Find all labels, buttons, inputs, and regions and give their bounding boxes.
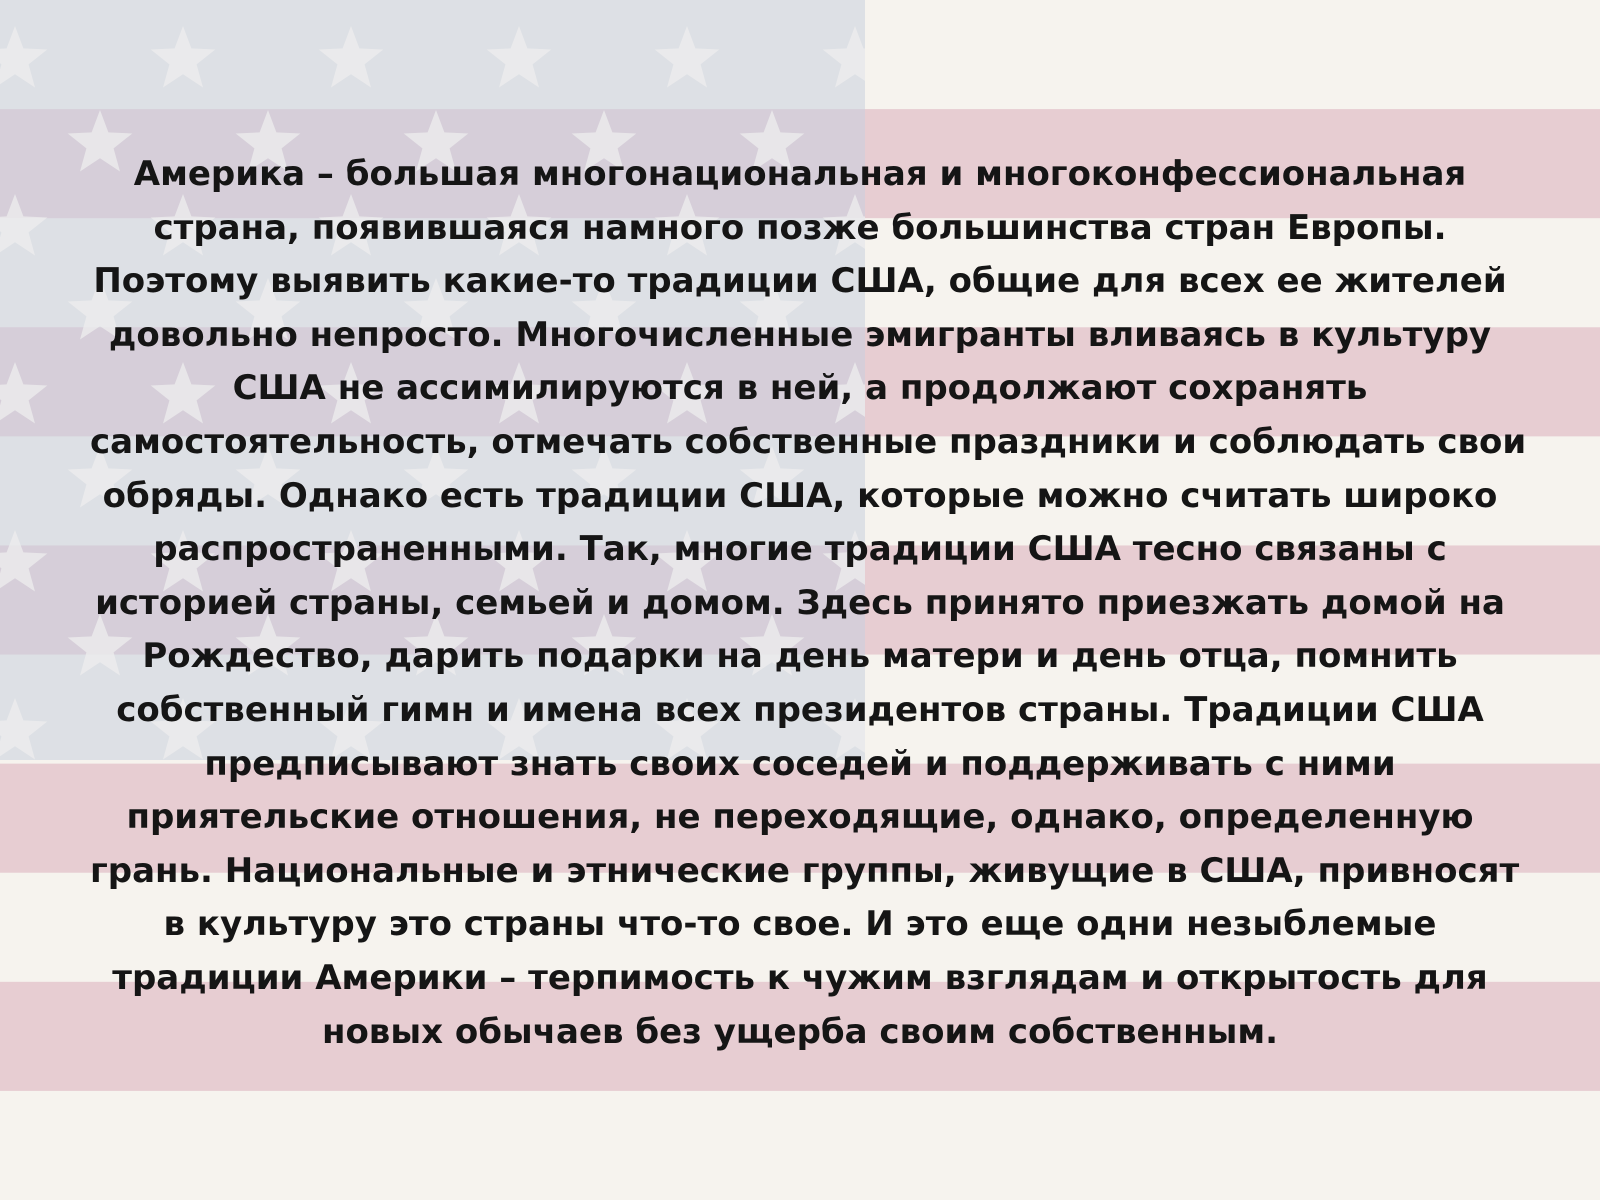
star-icon	[655, 26, 720, 88]
star-icon	[319, 26, 384, 88]
body-text-line: США не ассимилируются в ней, а продолжают сохранять	[232, 368, 1368, 409]
body-text-line: собственный гимн и имена всех президентов страны. Традиции США	[116, 689, 1484, 730]
star-icon	[823, 26, 865, 88]
body-text-line: грань. Национальные и этнические группы, живущие в США, привносят	[90, 850, 1520, 891]
body-text	[90, 148, 1527, 1059]
body-text-line: Рождество, дарить подарки на день матери и день отца, помнить	[142, 636, 1458, 677]
body-text-line: Америка – большая многонациональная и многоконфессиональная	[133, 154, 1467, 194]
body-text-line: распространенными. Так, многие традиции США тесно связаны с	[153, 529, 1447, 570]
star-icon	[487, 26, 552, 88]
body-text-line: страна, появившаяся намного позже большинства стран Европы.	[153, 207, 1447, 248]
body-text-line: довольно непросто. Многочисленные эмигранты вливаясь в культуру	[108, 314, 1492, 355]
star-icon	[151, 26, 216, 88]
body-text-line: историей страны, семьей и домом. Здесь принято приезжать домой на	[95, 582, 1505, 623]
body-text-line: в культуру это страны что-то свое. И это еще одни незыблемые	[163, 904, 1437, 945]
star-icon	[0, 194, 47, 256]
body-text-line: Поэтому выявить какие-то традиции США, общие для всех ее жителей	[93, 261, 1507, 302]
body-text-line: новых обычаев без ущерба своим собственным.	[321, 1011, 1279, 1052]
body-text-line: обряды. Однако есть традиции США, которые можно считать широко	[102, 475, 1498, 516]
body-text-line: традиции Америки – терпимость к чужим взглядам и открытость для	[112, 957, 1488, 998]
star-icon	[0, 698, 47, 760]
star-icon	[0, 362, 47, 424]
star-icon	[0, 530, 47, 592]
body-text-line: приятельские отношения, не переходящие, однако, определенную	[126, 797, 1474, 838]
star-icon	[0, 26, 47, 88]
body-text-line: предписывают знать своих соседей и поддерживать с ними	[204, 743, 1396, 784]
body-text-line: самостоятельность, отмечать собственные праздники и соблюдать свои	[90, 421, 1527, 462]
